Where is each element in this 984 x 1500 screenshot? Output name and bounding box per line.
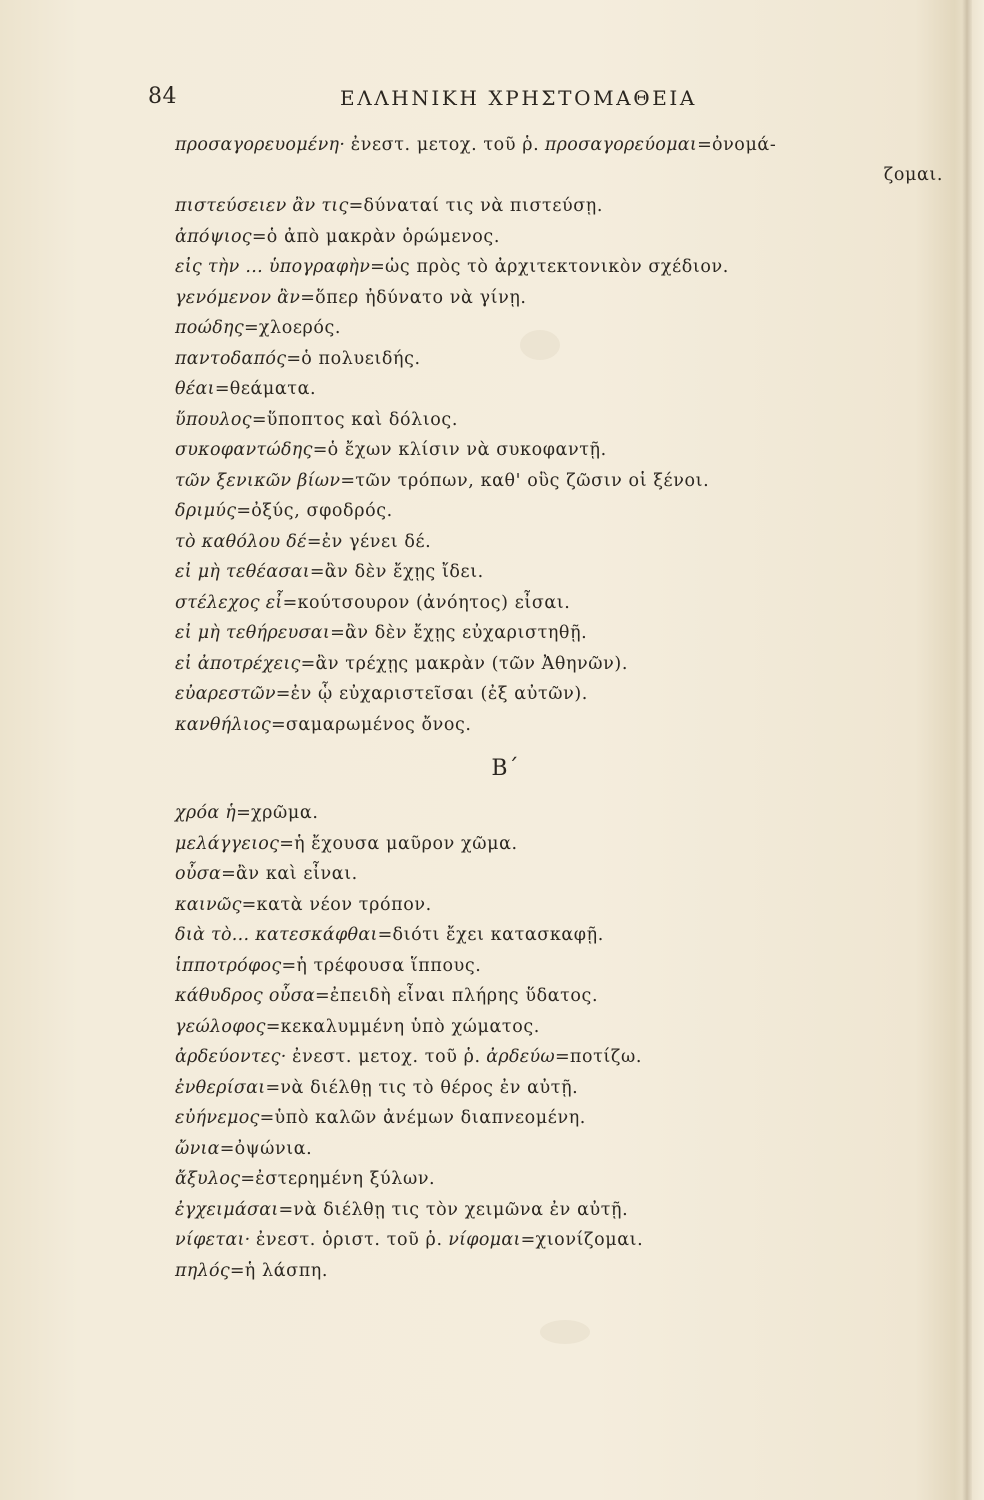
glossary-entry [175, 798, 935, 829]
entry-lemma: στέλεχος εἶ [175, 592, 283, 613]
entry-gloss: τῶν τρόπων, καθ' οὓς ζῶσιν οἱ ξένοι. [355, 470, 710, 491]
glossary-entry [175, 1225, 935, 1256]
equals-sign: = [275, 684, 291, 704]
glossary-entry [175, 252, 935, 283]
entry-lemma: δριμύς [175, 501, 237, 521]
paper-stain [540, 1320, 590, 1344]
glossary-entry [175, 435, 935, 466]
glossary-entry [175, 344, 935, 375]
entry-gloss: ὡς πρὸς τὸ ἀρχιτεκτονικὸν σχέδιον. [385, 257, 729, 277]
page-edge-shadow [962, 0, 972, 1500]
equals-sign: = [309, 562, 325, 582]
entry-gloss: ἡ τρέφουσα ἵππους. [296, 955, 482, 976]
entry-lemma: εἰ ἀποτρέχεις [175, 653, 301, 674]
entry-lemma: ἐνθερίσαι [175, 1077, 266, 1098]
equals-sign: = [300, 287, 316, 308]
entry-root-gloss: ὀνομά- [711, 135, 777, 155]
entry-gloss: χλοερός. [258, 318, 342, 338]
entry-lemma: τὸ καθόλου δέ [175, 531, 307, 552]
entry-gloss: χρῶμα. [250, 803, 319, 823]
glossary-entry [175, 283, 935, 314]
equals-sign: = [330, 623, 345, 643]
entry-gloss: ἐστερημένη ξύλων. [255, 1169, 436, 1189]
entry-lemma: ἐγχειμάσαι [175, 1199, 279, 1220]
entry-gloss: ἡ λάσπη. [244, 1260, 329, 1281]
entry-lemma: εἰ μὴ τεθήρευσαι [175, 623, 331, 643]
equals-sign: = [214, 379, 230, 399]
glossary-entry [175, 496, 935, 527]
entry-root-gloss: χιονίζομαι. [535, 1230, 644, 1250]
equals-sign: = [219, 1138, 235, 1159]
equals-sign: = [520, 1230, 536, 1250]
entry-gloss: ἐν ᾧ εὐχαριστεῖσαι (ἐξ αὐτῶν). [290, 684, 588, 704]
entry-gloss: ἐν γένει δέ. [321, 531, 432, 552]
entry-lemma: τῶν ξενικῶν βίων [175, 470, 341, 491]
entry-gloss: ἡ ἔχουσα μαῦρον χῶμα. [294, 833, 518, 854]
entry-gloss: δύναταί τις νὰ πιστεύσῃ. [363, 196, 604, 216]
entry-lemma: πιστεύσειεν ἂν τις [175, 196, 349, 216]
glossary-entry [175, 191, 935, 222]
page-header [0, 84, 984, 118]
entry-lemma: ἱπποτρόφος [175, 955, 282, 976]
entry-gloss: διότι ἔχει κατασκαφῇ. [392, 925, 604, 945]
glossary-entry [175, 313, 935, 344]
equals-sign: = [259, 1108, 275, 1128]
glossary-entry [175, 1073, 935, 1104]
entry-lemma: παντοδαπός [175, 348, 287, 369]
glossary-entry [175, 710, 935, 741]
entry-lemma: συκοφαντώδης [175, 440, 313, 460]
glossary-section-a [175, 130, 943, 740]
equals-sign: = [282, 592, 298, 613]
entry-gloss: θεάματα. [229, 379, 317, 399]
entry-lemma: εὐήνεμος [175, 1108, 260, 1128]
equals-sign: = [241, 894, 257, 915]
glossary-entry [175, 1195, 935, 1226]
running-title: ΕΛΛΗΝΙΚΗ ΧΡΗΣΤΟΜΑΘΕΙΑ [340, 86, 697, 110]
entry-gloss-continuation: ζομαι. [883, 165, 943, 185]
equals-sign: = [229, 1260, 245, 1281]
entry-lemma: κανθήλιος [175, 714, 271, 735]
equals-sign: = [221, 864, 237, 884]
equals-sign: = [286, 348, 302, 369]
glossary-entry [175, 405, 935, 436]
equals-sign: = [278, 1199, 294, 1220]
entry-gloss: κούτσουρον (ἀνόητος) εἶσαι. [297, 592, 571, 613]
equals-sign: = [240, 1169, 256, 1189]
entry-lemma: ἀρδεύοντες· [175, 1047, 287, 1067]
entry-root-gloss: ποτίζω. [569, 1047, 642, 1067]
entry-lemma: ἄξυλος [175, 1169, 241, 1189]
entry-lemma: μελάγγειος [175, 833, 280, 854]
entry-lemma: γεώλοφος [175, 1016, 266, 1037]
equals-sign: = [377, 925, 393, 945]
glossary-entry [175, 649, 935, 680]
entry-gloss: ὑπὸ καλῶν ἀνέμων διαπνεομένη. [274, 1108, 586, 1128]
equals-sign: = [370, 257, 386, 277]
entry-lemma: διὰ τὸ... κατεσκάφθαι [175, 925, 378, 945]
glossary-entry [175, 557, 935, 588]
entry-lemma: πηλός [175, 1260, 230, 1281]
glossary [175, 130, 943, 1286]
glossary-entry [175, 588, 935, 619]
glossary-entry [175, 1134, 935, 1165]
entry-gloss: ὁ ἔχων κλίσιν νὰ συκοφαντῇ. [327, 440, 607, 460]
entry-gloss: νὰ διέλθῃ τις τὸν χειμῶνα ἐν αὐτῇ. [293, 1199, 629, 1220]
equals-sign: = [265, 1077, 281, 1098]
entry-lemma: οὖσα [175, 864, 222, 884]
entry-root-lemma: προσαγορεύομαι [544, 135, 698, 155]
entry-lemma: ποώδης [175, 318, 244, 338]
entry-lemma: εὐαρεστῶν [175, 684, 276, 704]
glossary-entry [175, 1103, 935, 1134]
equals-sign: = [243, 318, 259, 338]
entry-gloss: ὀψώνια. [234, 1138, 313, 1159]
equals-sign: = [236, 803, 251, 823]
glossary-entry [175, 829, 935, 860]
entry-gloss: ἐνεστ. ὁριστ. τοῦ ῥ. [256, 1230, 443, 1250]
entry-gloss: ὅπερ ἠδύνατο νὰ γίνῃ. [315, 287, 527, 308]
entry-gloss: ἂν καὶ εἶναι. [236, 864, 358, 884]
equals-sign: = [315, 986, 330, 1006]
equals-sign: = [340, 470, 356, 491]
glossary-entry [175, 890, 935, 921]
entry-lemma: χρόα ἡ [175, 803, 237, 823]
entry-gloss: ἂν δὲν ἔχῃς ἴδει. [324, 562, 484, 582]
glossary-section-b [175, 798, 935, 1286]
entry-lemma: θέαι [175, 379, 215, 399]
equals-sign: = [300, 653, 316, 674]
page-number: 84 [148, 84, 177, 109]
entry-gloss: ὀξύς, σφοδρός. [251, 501, 393, 521]
entry-gloss: ὁ πολυειδής. [301, 348, 421, 369]
entry-lemma: εἰς τὴν ... ὑπογραφὴν [175, 257, 371, 277]
entry-root-lemma: νίφομαι [448, 1230, 521, 1250]
glossary-entry [175, 527, 935, 558]
glossary-entry [175, 1012, 935, 1043]
glossary-entry [175, 951, 935, 982]
glossary-entry [175, 859, 935, 890]
equals-sign: = [251, 409, 267, 430]
glossary-entry [175, 1164, 935, 1195]
entry-gloss: σαμαρωμένος ὄνος. [285, 714, 472, 735]
entry-gloss: ἐνεστ. μετοχ. τοῦ ῥ. [292, 1047, 481, 1067]
equals-sign: = [265, 1016, 281, 1037]
entry-gloss: ὕποπτος καὶ δόλιος. [266, 409, 458, 430]
glossary-entry [175, 618, 935, 649]
glossary-entry [175, 1042, 935, 1073]
entry-gloss: ἐπειδὴ εἶναι πλήρης ὕδατος. [329, 986, 599, 1006]
entry-gloss: κατὰ νέον τρόπον. [256, 894, 432, 915]
glossary-entry [175, 466, 935, 497]
entry-lemma: γενόμενον ἂν [175, 287, 301, 308]
equals-sign: = [279, 833, 295, 854]
entry-lemma: νίφεται· [175, 1230, 251, 1250]
equals-sign: = [281, 955, 297, 976]
equals-sign: = [312, 440, 328, 460]
glossary-entry [175, 374, 935, 405]
glossary-entry [175, 920, 935, 951]
glossary-entry [175, 1256, 935, 1287]
glossary-entry [175, 981, 935, 1012]
entry-gloss: κεκαλυμμένη ὑπὸ χώματος. [280, 1016, 540, 1037]
glossary-entry [175, 130, 943, 191]
entry-gloss: ἂν δὲν ἔχῃς εὐχαριστηθῇ. [344, 623, 588, 643]
entry-gloss: νὰ διέλθῃ τις τὸ θέρος ἐν αὐτῇ. [280, 1077, 579, 1098]
entry-root-lemma: ἀρδεύω [486, 1047, 556, 1067]
entry-lemma: προσαγορευομένη· [175, 135, 346, 155]
glossary-entry [175, 679, 935, 710]
equals-sign: = [348, 196, 364, 216]
entry-lemma: ἀπόψιος [175, 226, 252, 247]
section-heading-b: Β΄ [491, 756, 519, 781]
glossary-entry [175, 222, 935, 253]
equals-sign: = [251, 226, 267, 247]
entry-lemma: καινῶς [175, 894, 242, 915]
entry-lemma: ὕπουλος [175, 409, 252, 430]
equals-sign: = [555, 1047, 570, 1067]
equals-sign: = [697, 135, 712, 155]
entry-gloss: ἐνεστ. μετοχ. τοῦ ῥ. [350, 135, 540, 155]
entry-lemma: εἰ μὴ τεθέασαι [175, 562, 310, 582]
equals-sign: = [236, 501, 252, 521]
equals-sign: = [306, 531, 322, 552]
equals-sign: = [270, 714, 286, 735]
entry-gloss: ὁ ἀπὸ μακρὰν ὁρώμενος. [266, 226, 500, 247]
entry-lemma: κάθυδρος οὖσα [175, 986, 316, 1006]
entry-lemma: ὤνια [175, 1138, 220, 1159]
entry-gloss: ἂν τρέχῃς μακρὰν (τῶν Ἀθηνῶν). [315, 653, 628, 674]
